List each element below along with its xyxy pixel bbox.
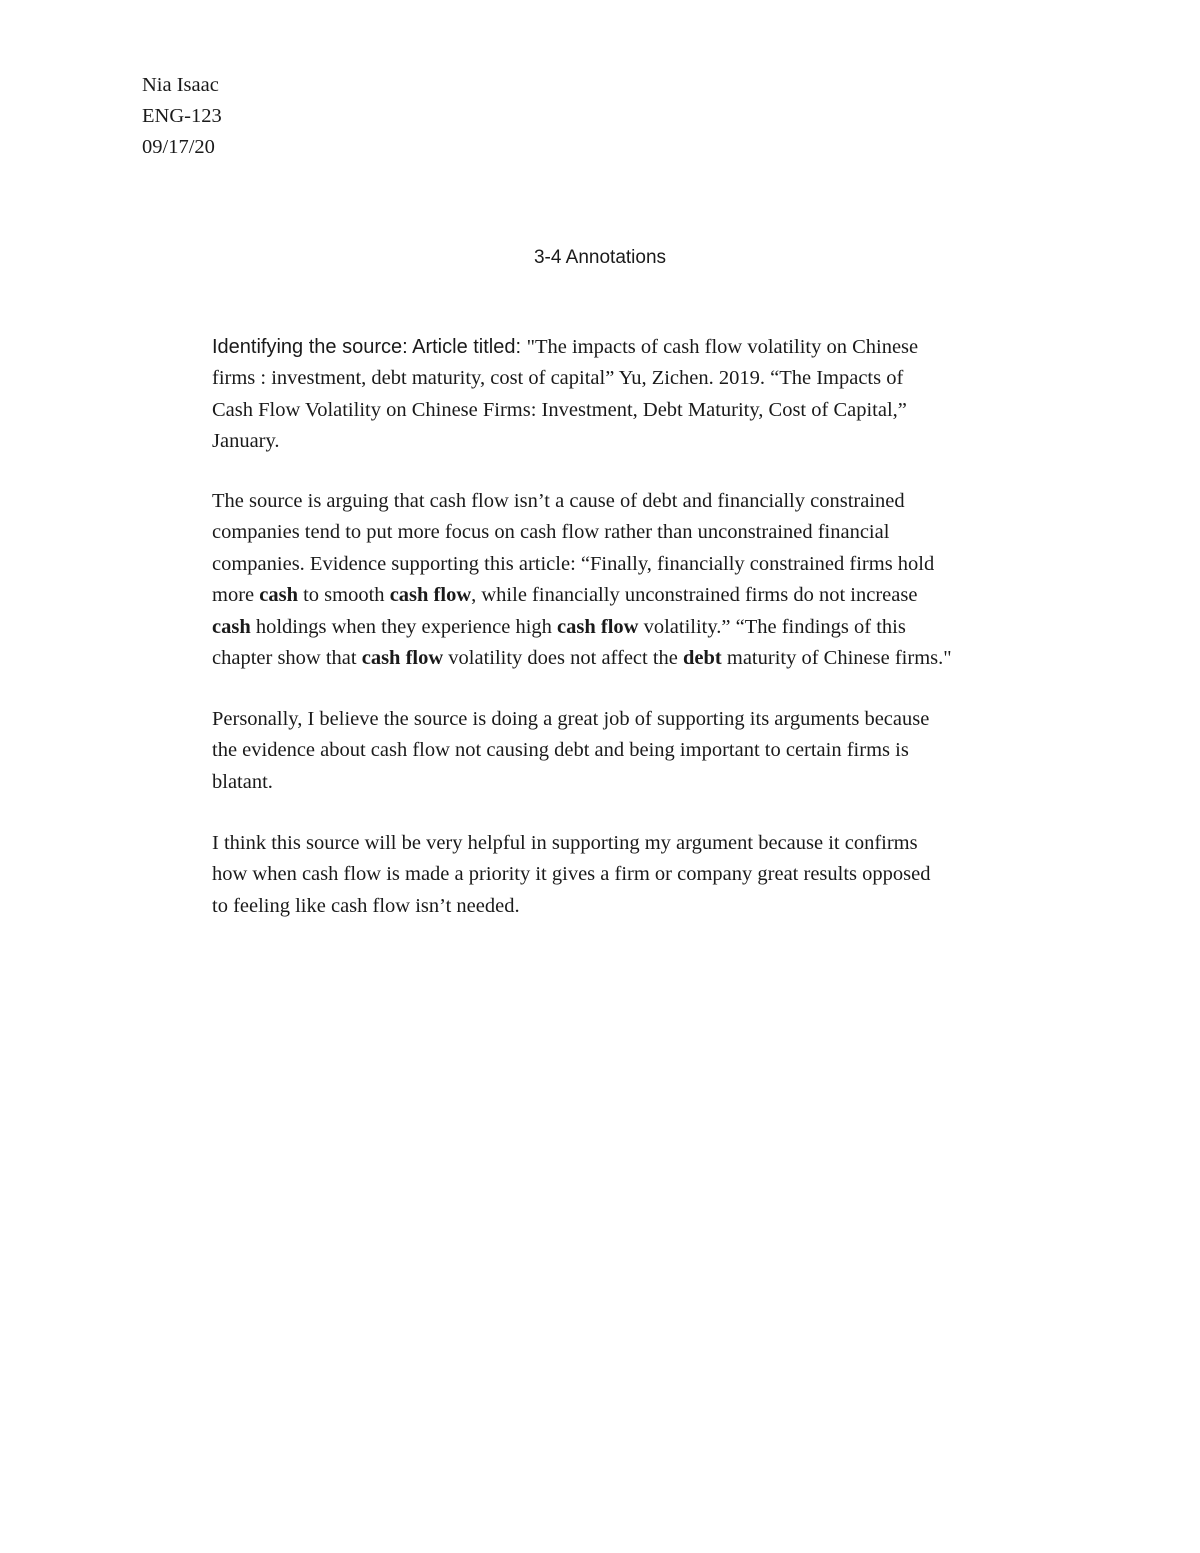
date: 09/17/20 <box>142 136 215 158</box>
paragraph-identify-source <box>212 332 1072 458</box>
opinion-line-2: the evidence about cash flow not causing debt and being important to certain firms is <box>212 739 909 762</box>
text-run: holdings when they experience high <box>250 615 558 638</box>
argument-line-2: companies tend to put more focus on cash flow rather than unconstrained financial <box>212 521 890 544</box>
text-run: more <box>212 584 260 607</box>
bold-term: cash flow <box>361 647 444 670</box>
header-block <box>142 70 222 163</box>
usefulness-line-2: how when cash flow is made a priority it gives a firm or company great results opposed <box>212 863 931 886</box>
identify-line-1: "The impacts of cash flow volatility on Chinese <box>526 336 919 358</box>
text-run: chapter show that <box>212 647 362 670</box>
course-code: ENG-123 <box>142 105 222 127</box>
text-run: volatility does not affect the <box>443 647 684 670</box>
identify-line-2: firms : investment, debt maturity, cost of capital” Yu, Zichen. 2019. “The Impacts of <box>212 367 904 390</box>
text-run: to smooth <box>297 584 390 607</box>
page-title: 3-4 Annotations <box>533 247 667 268</box>
opinion-line-3: blatant. <box>212 770 273 793</box>
argument-line-5 <box>212 612 1072 643</box>
bold-term: debt <box>683 647 722 670</box>
paragraph-argument <box>212 486 1072 674</box>
text-run: volatility.” “The findings of this <box>638 615 906 638</box>
identify-line-4: January. <box>212 430 280 453</box>
identify-lead: Identifying the source: Article titled: <box>212 336 527 358</box>
argument-line-3: companies. Evidence supporting this article: “Finally, financially constrained firms hold <box>212 552 935 575</box>
author-name: Nia Isaac <box>142 74 219 96</box>
paragraph-opinion <box>212 704 1072 798</box>
paragraph-usefulness <box>212 828 1072 922</box>
usefulness-line-1: I think this source will be very helpful in supporting my argument because it confirms <box>212 832 918 854</box>
argument-line-6 <box>212 643 1072 674</box>
paragraph-line <box>212 332 1072 363</box>
text-run: , while financially unconstrained firms do not increase <box>471 584 918 607</box>
identify-line-3: Cash Flow Volatility on Chinese Firms: Investment, Debt Maturity, Cost of Capital,” <box>212 398 907 421</box>
opinion-line-1: Personally, I believe the source is doing a great job of supporting its arguments because <box>212 708 930 730</box>
bold-term: cash <box>212 615 251 638</box>
bold-term: cash <box>259 584 298 607</box>
usefulness-line-3: to feeling like cash flow isn’t needed. <box>212 894 520 917</box>
text-run: maturity of Chinese firms." <box>721 647 952 670</box>
bold-term: cash flow <box>389 584 472 607</box>
argument-line-4 <box>212 580 1072 611</box>
bold-term: cash flow <box>557 615 639 638</box>
argument-line-1: The source is arguing that cash flow isn’t a cause of debt and financially constrained <box>212 490 905 512</box>
